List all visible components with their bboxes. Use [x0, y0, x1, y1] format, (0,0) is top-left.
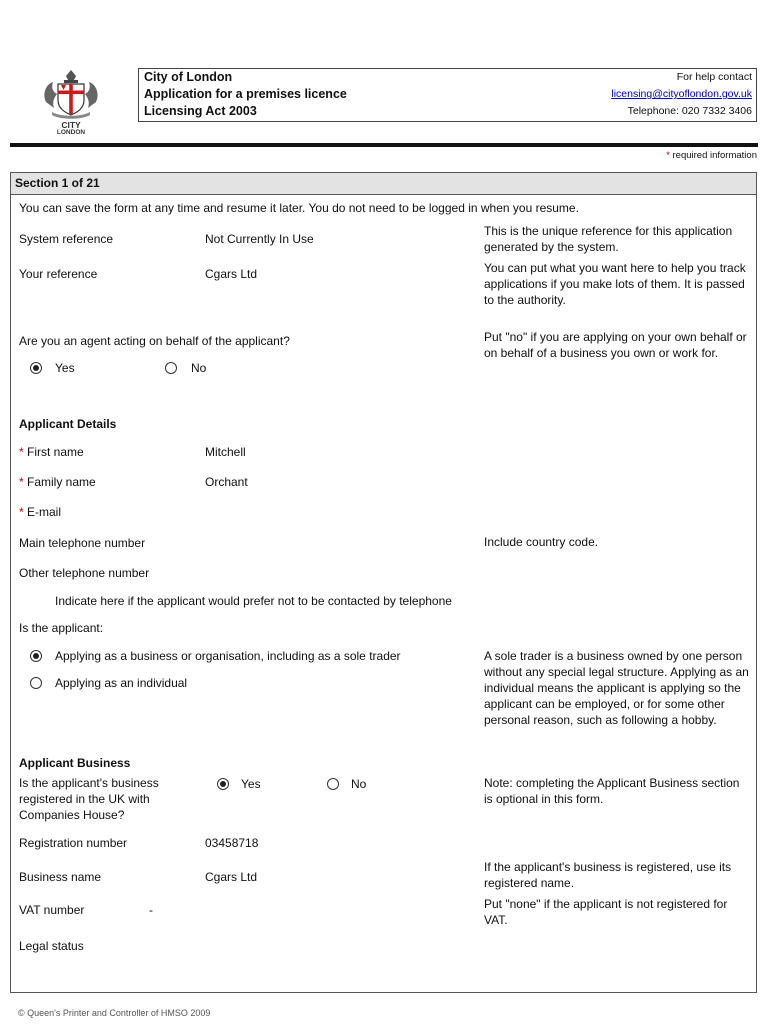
other-telephone-label: Other telephone number — [19, 566, 150, 580]
applicant-business-note: Note: completing the Applicant Business section is optional in this form. — [484, 776, 740, 806]
main-telephone-label: Main telephone number — [19, 536, 146, 550]
applicant-type-label: Is the applicant: — [19, 621, 104, 635]
companies-house-yes-radio[interactable] — [217, 778, 229, 790]
business-name-field[interactable]: Cgars Ltd — [205, 870, 258, 884]
help-contact — [611, 69, 752, 120]
your-reference-hint: You can put what you want here to help you track applications if you make lots of them. It is passed to the authority. — [484, 261, 746, 307]
companies-house-question: Is the applicant's business registered in the UK with Companies House? — [19, 776, 159, 822]
help-label: For help contact — [676, 71, 752, 83]
vat-number-label: VAT number — [19, 903, 85, 917]
applicant-business-heading: Applicant Business — [19, 756, 131, 770]
first-name-label — [19, 444, 84, 460]
agent-no-radio[interactable] — [165, 362, 177, 374]
required-asterisk: * — [19, 475, 24, 489]
no-telephone-contact-option[interactable]: Indicate here if the applicant would prefer not to be contacted by telephone — [55, 594, 452, 608]
companies-house-no-label: No — [351, 777, 367, 791]
first-name-label-text: First name — [27, 445, 84, 459]
legal-status-label: Legal status — [19, 939, 84, 953]
companies-house-no-radio[interactable] — [327, 778, 339, 790]
system-reference-value[interactable]: Not Currently In Use — [205, 232, 314, 246]
your-reference-field[interactable]: Cgars Ltd — [205, 267, 258, 281]
form-name: Application for a premises licence — [144, 87, 347, 101]
required-asterisk: * — [19, 505, 24, 519]
agent-yes-radio[interactable] — [30, 362, 42, 374]
help-phone: Telephone: 020 7332 3406 — [627, 105, 752, 117]
section-header-bar — [11, 173, 756, 195]
agent-yes-label: Yes — [55, 361, 75, 375]
applicant-individual-label: Applying as an individual — [55, 676, 188, 690]
family-name-field[interactable]: Orchant — [205, 475, 248, 489]
system-reference-label: System reference — [19, 232, 114, 246]
email-label — [19, 504, 61, 520]
required-information-note — [666, 150, 757, 161]
family-name-label-text: Family name — [27, 475, 96, 489]
logo-london-text: LONDON — [56, 129, 86, 134]
applicant-business-radio[interactable] — [30, 650, 42, 662]
applicant-type-hint: A sole trader is a business owned by one person without any special legal structure. Applying as an individual means the applicant is applying so the applicant can be employed, or for some other personal reason, such as following a hobby. — [484, 649, 749, 727]
header-divider — [10, 143, 758, 147]
save-resume-intro: You can save the form at any time and resume it later. You do not need to be logged in when you resume. — [19, 201, 579, 215]
vat-number-field[interactable]: - — [149, 903, 153, 917]
business-name-label: Business name — [19, 870, 102, 884]
system-reference-hint: This is the unique reference for this application generated by the system. — [484, 224, 733, 254]
first-name-field[interactable]: Mitchell — [205, 445, 246, 459]
agent-no-label: No — [191, 361, 207, 375]
required-asterisk: * — [666, 150, 670, 161]
registration-number-field[interactable]: 03458718 — [205, 836, 259, 850]
main-telephone-hint: Include country code. — [484, 535, 599, 549]
applicant-details-heading: Applicant Details — [19, 417, 117, 431]
registration-number-label: Registration number — [19, 836, 128, 850]
business-name-hint: If the applicant's business is registered, use its registered name. — [484, 860, 732, 890]
copyright-footer: © Queen's Printer and Controller of HMSO 2009 — [18, 1008, 211, 1018]
help-email-link[interactable]: licensing@cityoflondon.gov.uk — [611, 88, 752, 100]
logo-city-text: CITY — [61, 120, 81, 130]
city-of-london-crest-logo — [40, 68, 102, 134]
required-note-text: required information — [669, 150, 757, 161]
family-name-label — [19, 474, 96, 490]
agent-question-hint: Put "no" if you are applying on your own behalf or on behalf of a business you own or work for. — [484, 330, 747, 360]
authority-name: City of London — [144, 70, 233, 84]
section-label: Section 1 of 21 — [15, 176, 100, 190]
act-name: Licensing Act 2003 — [144, 104, 257, 118]
required-asterisk: * — [19, 445, 24, 459]
email-label-text: E-mail — [27, 505, 62, 519]
agent-question-label: Are you an agent acting on behalf of the applicant? — [19, 334, 290, 348]
applicant-individual-radio[interactable] — [30, 677, 42, 689]
companies-house-yes-label: Yes — [241, 777, 261, 791]
applicant-business-label: Applying as a business or organisation, including as a sole trader — [55, 649, 401, 663]
form-title — [144, 69, 347, 120]
your-reference-label: Your reference — [19, 267, 98, 281]
vat-number-hint: Put "none" if the applicant is not registered for VAT. — [484, 897, 728, 927]
